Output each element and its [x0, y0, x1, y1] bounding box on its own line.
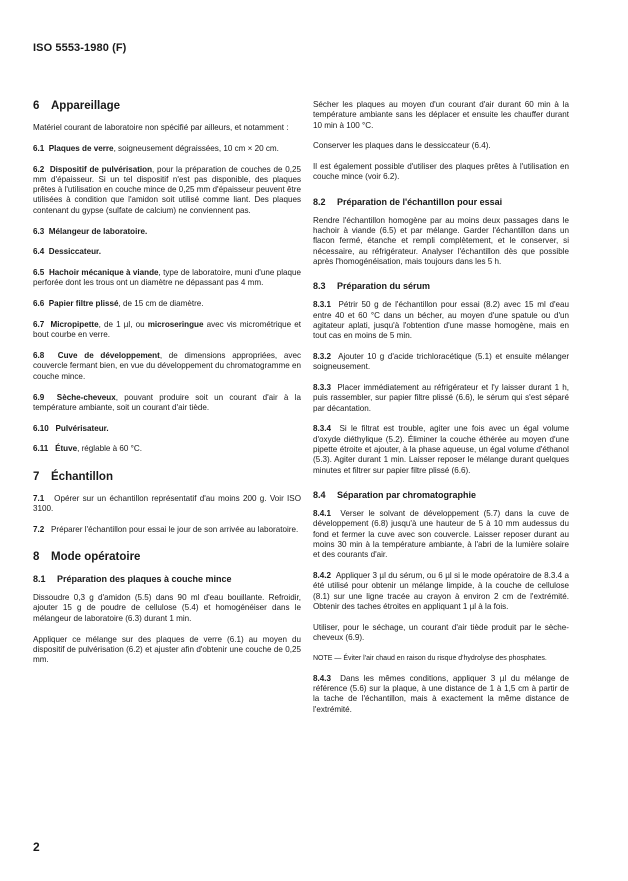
section-title: Appareillage — [51, 100, 121, 112]
paragraph: Appliquer ce mélange sur des plaques de verre (6.1) au moyen du dispositif de pulvérisation (6.2) et ajuster afin d'obtenir une couche de 0,25 mm. — [33, 634, 301, 665]
clause-8-3-3 — [313, 383, 569, 414]
clause-title: Étuve — [55, 444, 78, 454]
clause-8-3-1 — [313, 300, 569, 341]
clause-6-9 — [33, 393, 301, 414]
clause-number: 8.4.1 — [313, 508, 332, 518]
clause-6-8 — [33, 351, 301, 382]
clause-6-7 — [33, 320, 301, 341]
clause-number: 8.3.2 — [313, 351, 332, 361]
clause-number: 6.8 — [33, 351, 45, 361]
clause-title-2: microseringue — [147, 320, 204, 330]
clause-number: 6.7 — [33, 320, 45, 330]
clause-title: Sèche-cheveux — [56, 392, 116, 402]
subsection-number: 8.2 — [313, 196, 326, 207]
clause-text: Ajouter 10 g d'acide trichloracétique (5.1) et ensuite mélanger soigneusement. — [313, 351, 570, 372]
subsection-heading-8-1 — [33, 574, 301, 585]
clause-text: , de 15 cm de diamètre. — [118, 299, 204, 309]
clause-title: Cuve de développement — [57, 351, 160, 361]
clause-6-10 — [33, 424, 301, 434]
subsection-title: Préparation du sérum — [337, 281, 431, 292]
subsection-heading-8-3 — [313, 281, 569, 292]
subsection-title: Séparation par chromatographie — [337, 489, 477, 500]
paragraph: Sécher les plaques au moyen d'un courant d'air durant 60 min à la température ambiante sans les déplacer et ensuite les chauffer durant 10 min à 100 °C. — [313, 100, 569, 130]
section-title: Échantillon — [51, 470, 113, 483]
clause-number: 8.3.3 — [313, 383, 332, 393]
clause-8-3-2 — [313, 352, 569, 373]
clause-number: 6.6 — [33, 299, 45, 309]
subsection-heading-8-4 — [313, 490, 569, 501]
clause-6-5 — [33, 268, 301, 289]
clause-text-2: avec vis micrométrique et bout courbe en verre. — [33, 320, 301, 340]
clause-number: 7.2 — [33, 524, 45, 534]
subsection-number: 8.3 — [313, 281, 326, 292]
clause-8-4-1 — [313, 509, 569, 560]
clause-title: Dessiccateur. — [48, 247, 101, 257]
clause-8-4-3 — [313, 674, 569, 715]
clause-number: 6.10 — [33, 423, 49, 433]
clause-title: Mélangeur de laboratoire. — [48, 226, 148, 236]
clause-8-4-2 — [313, 571, 569, 612]
page-header: ISO 5553-1980 (F) — [33, 42, 127, 54]
section-title: Mode opératoire — [51, 551, 141, 564]
left-column — [33, 100, 301, 676]
clause-number: 7.1 — [33, 493, 45, 503]
paragraph: Conserver les plaques dans le dessiccateur (6.4). — [313, 141, 491, 151]
clause-title: Micropipette — [50, 320, 99, 330]
page-number: 2 — [33, 840, 40, 854]
clause-text: , soigneusement dégraissées, 10 cm × 20 cm. — [113, 143, 279, 153]
section-heading-6 — [33, 100, 301, 113]
clause-number: 6.3 — [33, 226, 45, 236]
clause-8-3-4 — [313, 424, 569, 475]
subsection-number: 8.4 — [313, 489, 326, 500]
section-number: 8 — [33, 551, 40, 564]
clause-6-6 — [33, 299, 301, 309]
clause-6-3 — [33, 227, 301, 237]
clause-text: Si le filtrat est trouble, agiter une fois avec un égal volume d'oxyde diéthylique (5.2). Éliminer la couche éthérée au moyen d'une pipette étroite et ajouter, à la phase aqueuse, un égal volume d'éthanol (5.3). Agiter durant 1 min. Laisser reposer le mélange durant quelques minutes et filtrer sur papier filtre plissé (6.6). — [313, 424, 569, 475]
clause-text: , pour la préparation de couches de 0,25 mm d'épaisseur. Si un tel dispositif n'est pas disponible, des plaques prêtes à l'utilisation en couche mince de 0,25 mm d'épaisseur peuvent être utilisées à condition que l'amidon soit utilisé comme liant. Des plaques contenant du gypse (sulfate de calcium) ne conviennent pas. — [33, 164, 302, 215]
clause-number: 8.3.1 — [313, 300, 332, 310]
clause-7-2 — [33, 525, 301, 535]
clause-title: Dispositif de pulvérisation — [49, 164, 153, 174]
subsection-title: Préparation des plaques à couche mince — [57, 574, 232, 585]
paragraph: Rendre l'échantillon homogène par au moins deux passages dans le hachoir à viande (6.5) et par mélange. Garder l'échantillon dans un flacon fermé, étanche et rempli complètement, et le conserver, si nécessaire, au réfrigérateur. Analyser l'échantillon dès que possible après l'homogénéisation, mais toujours dans les 5 h. — [313, 215, 569, 266]
paragraph: Dissoudre 0,3 g d'amidon (5.5) dans 90 ml d'eau bouillante. Refroidir, ajouter 15 g de poudre de cellulose (5.4) et homogénéiser dans le mélangeur de laboratoire (6.3) durant 1 min. — [33, 593, 301, 623]
clause-number: 6.1 — [33, 143, 45, 153]
clause-text: Verser le solvant de développement (5.7) dans la cuve de développement (6.8) jusqu'à une hauteur de 5 à 10 mm audessus du fond et fermer la cuve avec son couvercle. Laisser reposer durant au moins 30 min à la température ambiante, à l'abri de la lumière solaire et des courants d'air. — [313, 508, 569, 560]
clause-6-11 — [33, 444, 301, 454]
clause-6-1 — [33, 144, 301, 154]
section-number: 7 — [33, 470, 40, 483]
clause-title: Pulvérisateur. — [55, 423, 109, 433]
section-heading-8 — [33, 551, 301, 564]
clause-text: Placer immédiatement au réfrigérateur et l'y laisser durant 1 h, puis rassembler, sur papier filtre plissé (6.6), le sérum qui s'est séparé par décantation. — [313, 383, 570, 413]
clause-number: 8.4.3 — [313, 673, 332, 683]
subsection-title: Préparation de l'échantillon pour essai — [337, 196, 503, 207]
clause-number: 8.4.2 — [313, 570, 332, 580]
clause-text: Appliquer 3 µl du sérum, ou 6 µl si le mode opératoire de 8.3.4 a été utilisé pour obtenir un mélange limpide, à la couche de cellulose (8.1) sur une ligne tracée au crayon à environ 2 cm de l'extrémité. Obtenir des taches étroites en appliquant 1 µl à la fois. — [313, 570, 569, 611]
note: NOTE — Éviter l'air chaud en raison du risque d'hydrolyse des phosphates. — [313, 654, 547, 662]
clause-text: , de dimensions appropriées, avec couvercle fermant bien, en vue du développement du chromatogramme en couche mince. — [33, 351, 302, 381]
clause-6-4 — [33, 247, 301, 257]
paragraph: Matériel courant de laboratoire non spécifié par ailleurs, et notamment : — [33, 123, 289, 132]
clause-number: 6.4 — [33, 247, 45, 257]
clause-text: , de 1 µl, ou — [98, 320, 148, 330]
paragraph: Utiliser, pour le séchage, un courant d'air tiède produit par le sèche-cheveux (6.9). — [313, 622, 569, 642]
subsection-heading-8-2 — [313, 197, 569, 208]
clause-6-2 — [33, 165, 301, 216]
section-number: 6 — [33, 100, 40, 112]
clause-title: Hachoir mécanique à viande — [48, 268, 159, 278]
clause-7-1 — [33, 494, 301, 515]
clause-title: Papier filtre plissé — [48, 299, 119, 309]
section-heading-7 — [33, 471, 301, 484]
clause-number: 6.5 — [33, 268, 45, 278]
clause-text: Pétrir 50 g de l'échantillon pour essai (8.2) avec 15 ml d'eau entre 40 et 60 °C dans un bécher, au moyen d'une spatule ou d'un agitateur aplati, jusqu'à l'obtention d'une masse homogène, mais en tout cas en moins de 5 min. — [313, 300, 569, 341]
clause-text: Opérer sur un échantillon représentatif d'au moins 200 g. Voir ISO 3100. — [33, 493, 301, 514]
clause-text: Dans les mêmes conditions, appliquer 3 µl du mélange de référence (5.6) sur la plaque, à une distance de 1 à 1,5 cm à partir de la tache de l'échantillon, mais à exactement la même distance de l'extrémité. — [313, 673, 570, 714]
subsection-number: 8.1 — [33, 574, 46, 585]
clause-title: Plaques de verre — [48, 143, 114, 153]
clause-number: 6.9 — [33, 392, 45, 402]
clause-number: 8.3.4 — [313, 424, 332, 434]
clause-text: , pouvant produire soit un courant d'air à la température ambiante, soit un courant d'air tiède. — [33, 392, 301, 412]
clause-text: Préparer l'échantillon pour essai le jour de son arrivée au laboratoire. — [51, 524, 299, 534]
clause-number: 6.11 — [33, 444, 49, 454]
clause-text: , réglable à 60 °C. — [77, 444, 142, 454]
paragraph: Il est également possible d'utiliser des plaques prêtes à l'utilisation en couche mince (voir 6.2). — [313, 162, 569, 182]
clause-text: , type de laboratoire, muni d'une plaque perforée dont les trous ont un diamètre ne dépassant pas 4 mm. — [33, 268, 302, 288]
clause-number: 6.2 — [33, 164, 45, 174]
right-column — [313, 100, 569, 725]
